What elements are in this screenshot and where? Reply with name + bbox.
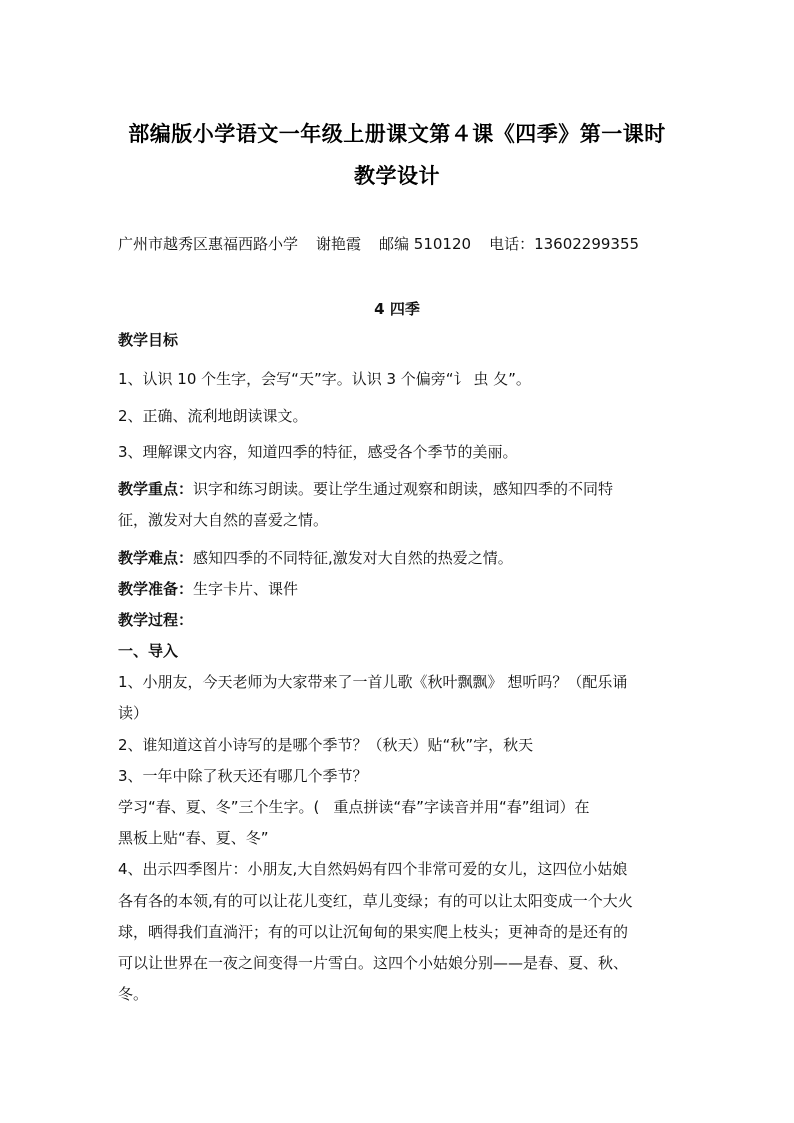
author-school: 广州市越秀区惠福西路小学 [118,235,299,253]
difficulty-text: 感知四季的不同特征,激发对大自然的热爱之情。 [193,549,513,567]
author-info [118,233,678,255]
goal-item: 2、正确、流利地朗读课文。 [118,407,308,425]
process-label: 教学过程： [118,611,194,629]
difficulty-label: 教学难点： [118,549,194,567]
goals-title: 教学目标 [118,331,179,349]
step-text: 重点拼读“春”字读音并用“春”组词）在 [333,798,590,816]
author-name: 谢艳霞 [316,235,362,253]
key-points-continued: 征，激发对大自然的喜爱之情。 [118,511,329,529]
postcode: 邮编 510120 [379,235,472,253]
section-title: 一、导入 [118,642,179,660]
key-points-text: 识字和练习朗读。要让学生通过观察和朗读，感知四季的不同特 [193,480,614,498]
prep-label: 教学准备： [118,580,194,598]
step-line: 2、谁知道这首小诗写的是哪个季节？（秋天）贴“秋”字，秋天 [118,736,534,754]
step-line: 冬。 [118,985,149,1003]
step-line: 可以让世界在一夜之间变得一片雪白。这四个小姑娘分别——是春、夏、秋、 [118,954,629,972]
step-line: 4、出示四季图片：小朋友,大自然妈妈有四个非常可爱的女儿，这四位小姑娘 [118,860,628,878]
goal-item: 1、认识 10 个生字，会写“天”字。认识 3 个偏旁“讠 虫 夂”。 [118,370,531,388]
lesson-heading: 4 四季 [374,300,420,318]
step-line: 3、一年中除了秋天还有哪几个季节？ [118,767,368,785]
prep-text: 生字卡片、课件 [193,580,299,598]
key-points-label: 教学重点： [118,480,194,498]
phone: 电话：13602299355 [489,235,640,253]
step-line: 1、小朋友，今天老师为大家带来了一首儿歌《秋叶飘飘》 想听吗？（配乐诵 [118,673,628,691]
document-subtitle: 教学设计 [354,163,440,188]
document-title: 部编版小学语文一年级上册课文第４课《四季》第一课时 [128,121,666,146]
preparation [118,578,678,600]
step-line: 各有各的本领,有的可以让花儿变红，草儿变绿；有的可以让太阳变成一个大火 [118,892,633,910]
key-points [118,478,678,500]
goal-item: 3、理解课文内容，知道四季的特征，感受各个季节的美丽。 [118,443,518,461]
step-line [118,796,678,818]
step-text: 学习“春、夏、冬”三个生字。( [118,798,320,816]
difficulty [118,547,678,569]
step-line: 读） [118,704,149,722]
step-line: 球，晒得我们直淌汗；有的可以让沉甸甸的果实爬上枝头；更神奇的是还有的 [118,923,629,941]
step-line: 黑板上贴“春、夏、冬” [118,829,269,847]
